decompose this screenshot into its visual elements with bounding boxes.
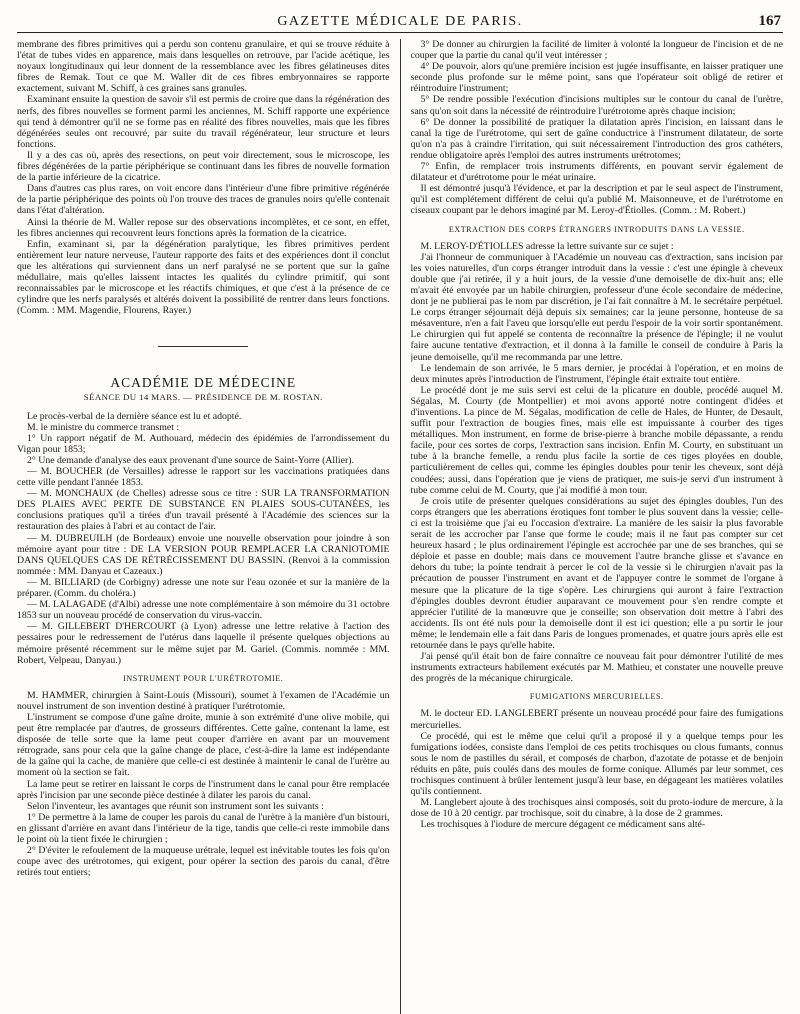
paragraph: M. LEROY-D'ÉTIOLLES adresse la lettre suivante sur ce sujet : bbox=[420, 240, 674, 252]
paragraph: Dans d'autres cas plus rares, on voit encore dans l'intérieur d'une fibre primitive régénérée de la partie périphérique des points où l'on trouve des traces de granules noirs qu'elle contenait dans l'état d'altération. bbox=[17, 183, 390, 217]
section-title-academie: ACADÉMIE DE MÉDECINE bbox=[110, 375, 297, 391]
paragraph: membrane des fibres primitives qui a perdu son contenu granulaire, et qui se trouve réduite à l'état de tubes vides en apparence, mais dans lesquelles on retrouve, par l'acide acétique, les noyaux longitudinaux qui leur donnent de la ressemblance avec les fibres gélatineuses dites fibres de Remak. Tout ce que M. Waller dit de ces fibres embryonnaires se rapporte exactement, suivant M. Schiff, à ces graines sans granules. bbox=[17, 39, 390, 95]
paragraph: Examinant ensuite la question de savoir s'il est permis de croire que dans la régénération des nerfs, des fibres nouvelles se forment parmi les anciennes, M. Schiff rapporte une expérience qui tend à démontrer qu'il ne se forme pas en réalité des fibres nouvelles, mais que les fibres dégénérées seules ont recouvré, par suite du travail régénérateur, leur structure et leurs fonctions. bbox=[17, 94, 390, 150]
right-column bbox=[411, 39, 784, 1014]
paragraph: — M. GILLEBERT D'HERCOURT (à Lyon) adresse une lettre relative à l'action des pessaires pour le redressement de l'utérus dans laquelle il présente quelques objections au mémoire présenté récemment sur le même sujet par M. Gariel. (Commis. nommée : MM. Robert, Velpeau, Danyau.) bbox=[17, 621, 390, 666]
text-columns bbox=[17, 39, 783, 1014]
paragraph: Ce procédé, qui est le même que celui qu'il a proposé il y a quelque temps pour les fumigations iodées, consiste dans l'emploi de ces petits trochisques ou clous fumants, connus sous le nom de pastilles du sérail, et composés de charbon, d'azotate de potasse et de benjoin réduits en pâte, puis coulés dans des moules de forme conique. Allumés par leur sommet, ces trochisques continuent à brûler lentement jusqu'à leur base, en dégageant les matières volatiles qu'ils contiennent. bbox=[410, 730, 783, 798]
paragraph: L'instrument se compose d'une gaîne droite, munie à son extrémité d'une olive mobile, qui peut être remplacée par d'autres, de grosseurs différentes. Cette gaîne, contenant la lame, est disposée de telle sorte que la lame peut couper d'arrière en avant par un mouvement rétrograde, sans pour cela que la gaîne change de place, c'est-à-dire la lame est indépendante de la gaîne qui la cache, de manière que celle-ci est destinée à maintenir le canal de l'urètre au moment où la section se fait. bbox=[17, 711, 390, 779]
paragraph: 6° De donner la possibilité de pratiquer la dilatation après l'incision, en laissant dans le canal la tige de l'urétrotome, qui sert de gaîne conductrice à l'instrument dilatateur, de sorte qu'on n'a pas à craindre l'irritation, qui suit nécessairement l'introduction des gros cathéters, rendue obligatoire après l'emploi des autres instruments urétrotomes; bbox=[410, 116, 783, 161]
column-rule bbox=[400, 39, 401, 1014]
paragraph: 5° De rendre possible l'exécution d'incisions multiples sur le contour du canal de l'urètre, sans qu'on soit dans la nécessité de réintroduire l'urétrotome après chaque incision; bbox=[410, 94, 783, 117]
paragraph: M. le ministre du commerce transmet : bbox=[27, 421, 180, 433]
paragraph: Je crois utile de présenter quelques considérations au sujet des épingles doubles, l'un des corps étrangers que les aberrations érotiques font tomber le plus souvent dans la vessie; celle-ci est la troisième que j'ai eu l'occasion d'extraire. La manière de les saisir la plus favorable serait de les accrocher par l'anse que forme le coude; mais il ne faut pas compter sur cet heureux hasard ; le plus ordinairement l'épingle est accrochée par une de ses branches, qui se déploie et passe en double; mais dans ce mouvement l'autre branche glisse et s'avance en dehors du tube; la pointe tendrait à percer le col de la vessie si le chirurgien n'avait pas la précaution de pousser l'instrument en avant et de l'appuyer contre le sommet de l'organe à mesure que la plicature de la tige s'opère. Les chirurgiens qui auront à faire l'extraction d'épingles doubles devront étudier auparavant ce mouvement pour s'en rendre compte et apprécier l'utilité de la manœuvre que je conseille; son observation doit mettre à l'abri des accidents. Ils ont été nuls pour la demoiselle dont il est ici question; elle a pu sortir le jour même; le lendemain elle a fait dans Paris de longues promenades, et quatre jours après elle est retournée dans le pays qu'elle habite. bbox=[410, 495, 783, 651]
paragraph: 1° De permettre à la lame de couper les parois du canal de l'urètre à la manière d'un bistouri, en glissant d'arrière en avant dans l'intérieur de la tige, tandis que celle-ci reste immobile dans le point où la tient fixée le chirurgien ; bbox=[17, 811, 390, 845]
paragraph: — M. BOUCHER (de Versailles) adresse le rapport sur les vaccinations pratiquées dans cette ville pendant l'année 1853. bbox=[17, 466, 390, 489]
paragraph: Le procédé dont je me suis servi est celui de la plicature en double, procédé auquel M. Ségalas, M. Courty (de Montpellier) et moi avons apporté notre contingent d'idées et d'inventions. La pince de M. Ségalas, modification de celle de Hales, de Hunter, de Desault, suffit pour l'extraction de bougies fines, mais elle est impuissante à courber des tiges métalliques. Mon instrument, en forme de brise-pierre à branche mobile dépassante, a rendu facile, pour ces sortes de corps, l'extraction sans incision. Enfin M. Courty, en substituant un tube à la branche femelle, a rendu plus facile la sortie de ces tiges ployées en double, particulièrement de celles qui, comme les épingles doubles pour tenir les cheveux, sont déjà coudées; aussi, dans l'opération que je viens de pratiquer, me suis-je servi d'un instrument à tube comme celui de M. Courty, que j'ai modifié à mon tour. bbox=[410, 384, 783, 496]
subsection-title-fumigations: FUMIGATIONS MERCURIELLES. bbox=[529, 692, 664, 702]
left-column bbox=[17, 39, 390, 1014]
paragraph: — M. BILLIARD (de Corbigny) adresse une note sur l'eau ozonée et sur la manière de la préparer. (Comm. du choléra.) bbox=[17, 576, 390, 600]
paragraph: Le procès-verbal de la dernière séance est lu et adopté. bbox=[27, 410, 242, 422]
paragraph: 4° De pouvoir, alors qu'une première incision est jugée insuffisante, en laisser pratiquer une seconde plus profonde sur le même point, sans que l'opérateur soit obligé de retirer et réintroduire l'instrument; bbox=[410, 61, 783, 95]
paragraph: J'ai l'honneur de communiquer à l'Académie un nouveau cas d'extraction, sans incision par les voies naturelles, d'un corps étranger introduit dans la vessie : c'est une épingle à cheveux double que j'ai retirée, il y a huit jours, de la vessie d'une demoiselle de dix-huit ans; elle m'avait été envoyée par un habile chirurgien, professeur d'une école secondaire de médecine, dont je ne publierai pas le nom par discrétion, je l'ai fait connaître à M. le secrétaire perpétuel. Le corps étranger séjournait déjà depuis six semaines; car la jeune personne, honteuse de sa mésaventure, n'en a fait l'aveu que lorsqu'elle eut perdu l'espoir de la voir sortir spontanément. Le chirurgien qui fut appelé se contenta de reconnaître la présence de l'épingle; il ne voulut faire aucune tentative d'extraction, et il donna à la famille le conseil de conduire à Paris la jeune demoiselle, qu'il me recommanda par une lettre. bbox=[410, 251, 783, 363]
subsection-title-extraction: EXTRACTION DES CORPS ÉTRANGERS INTRODUITS DANS LA VESSIE. bbox=[448, 224, 745, 234]
journal-title: GAZETTE MÉDICALE DE PARIS. bbox=[277, 14, 523, 29]
section-divider bbox=[158, 346, 248, 347]
paragraph: Le lendemain de son arrivée, le 5 mars dernier, je procédai à l'opération, et en moins de deux minutes après l'introduction de l'instrument, l'épingle était extraite tout entière. bbox=[410, 362, 783, 385]
paragraph: — M. LALAGADE (d'Albi) adresse une note complémentaire à son mémoire du 31 octobre 1853 sur un nouveau procédé de conservation du virus-vaccin. bbox=[17, 599, 390, 622]
paragraph: Il est démontré jusqu'à l'évidence, et par la description et par le seul aspect de l'instrument, qu'il est complétement différent de celui qu'a publié M. Maisonneuve, et de l'urétrotome en ciseaux coupant par le dehors imaginé par M. Leroy-d'Étiolles. (Comm. : M. Robert.) bbox=[410, 183, 783, 217]
paragraph: — M. MONCHAUX (de Chelles) adresse sous ce titre : SUR LA TRANSFORMATION DES PLAIES AVEC PERTE DE SUBSTANCE EN PLAIES SOUS-CUTANÉES, les conclusions pratiques qu'il a tirées d'un travail présenté à l'Académie des sciences sur la restauration des plaies à l'abri et au contact de l'air. bbox=[17, 488, 390, 533]
paragraph: 3° De donner au chirurgien la facilité de limiter à volonté la longueur de l'incision et de ne couper que la partie du canal qu'il veut intéresser ; bbox=[410, 39, 783, 62]
session-line: SÉANCE DU 14 MARS. — PRÉSIDENCE DE M. ROSTAN. bbox=[83, 392, 323, 403]
paragraph: Il y a des cas où, après des resections, on peut voir directement, sous le microscope, les fibres dégénérées de la partie périphérique se continuant dans les fibres de nouvelle formation de la partie inférieure de la cicatrice. bbox=[17, 149, 390, 184]
paragraph: 2° D'éviter le refoulement de la muqueuse urétrale, lequel est inévitable toutes les fois qu'on coupe avec des urétrotomes, qui exigent, pour opérer la section des parois du canal, d'être retirés tout entiers; bbox=[17, 845, 390, 879]
paragraph: Les trochisques à l'iodure de mercure dégagent ce médicament sans alté- bbox=[420, 819, 706, 831]
paragraph: Ainsi la théorie de M. Waller repose sur des observations incomplètes, et ce sont, en effet, les fibres anciennes qui recouvrent leurs fonctions après la formation de la cicatrice. bbox=[17, 216, 390, 239]
paragraph: Selon l'inventeur, les avantages que réunit son instrument sont les suivants : bbox=[27, 800, 324, 812]
paragraph: J'ai pensé qu'il était bon de faire connaître ce nouveau fait pour démontrer l'utilité de mes instruments extracteurs habilement exécutés par M. Mathieu, et constater une nouvelle preuve des progrès de la mécanique chirurgicale. bbox=[410, 651, 783, 685]
page-number: 167 bbox=[758, 13, 781, 29]
paragraph: La lame peut se retirer en laissant le corps de l'instrument dans le canal pour être remplacée après l'incision par une seconde pièce destinée à dilater les parois du canal. bbox=[17, 778, 390, 801]
paragraph: 1° Un rapport négatif de M. Authouard, médecin des épidémies de l'arrondissement du Vigan pour 1853; bbox=[17, 432, 390, 455]
paragraph: Enfin, examinant si, par la dégénération paralytique, les fibres primitives perdent entièrement leur nature nerveuse, l'auteur rapporte des faits et des expériences dont il conclut que les altérations qui surviennent dans un nerf paralysé ne se portent que sur la gaîne médullaire, mais qu'elles laissent intactes les qualités du cylindre primitif, qui sont reconnaissables par le microscope et les réactifs chimiques, et que c'est à la présence de ce cylindre que les nerfs paralysés et altérés doivent la possibilité de rentrer dans leurs fonctions. (Comm. : MM. Magendie, Flourens, Rayer.) bbox=[17, 238, 390, 317]
page-header bbox=[17, 12, 783, 33]
paragraph: M. Langlebert ajoute à des trochisques ainsi composés, soit du proto-iodure de mercure, à la dose de 10 à 20 centigr. par trochisque, soit du cinabre, à la dose de 2 grammes. bbox=[410, 797, 783, 820]
paragraph: M. HAMMER, chirurgien à Saint-Louis (Missouri), soumet à l'examen de l'Académie un nouvel instrument de son invention destiné à pratiquer l'urétrotomie. bbox=[17, 689, 390, 712]
paragraph: — M. DUBREUILH (de Bordeaux) envoie une nouvelle observation pour joindre à son mémoire ayant pour titre : DE LA VERSION POUR REMPLACER LA CRANIOTOMIE DANS QUELQUES CAS DE RÉTRÉCISSEMENT DU BASSIN. (Renvoi à la commission nommée : MM. Danyau et Cazeaux.) bbox=[17, 532, 390, 577]
paragraph: 7° Enfin, de remplacer trois instruments différents, en pouvant servir également de dilatateur et d'urétrotome pour le méat urinaire. bbox=[410, 161, 783, 184]
paragraph: 2° Une demande d'analyse des eaux provenant d'une source de Saint-Yorre (Allier). bbox=[27, 454, 354, 466]
subsection-title-urethrotomie: INSTRUMENT POUR L'URÉTROTOMIE. bbox=[123, 673, 284, 683]
paragraph: M. le docteur ED. LANGLEBERT présente un nouveau procédé pour faire des fumigations mercurielles. bbox=[410, 708, 783, 731]
